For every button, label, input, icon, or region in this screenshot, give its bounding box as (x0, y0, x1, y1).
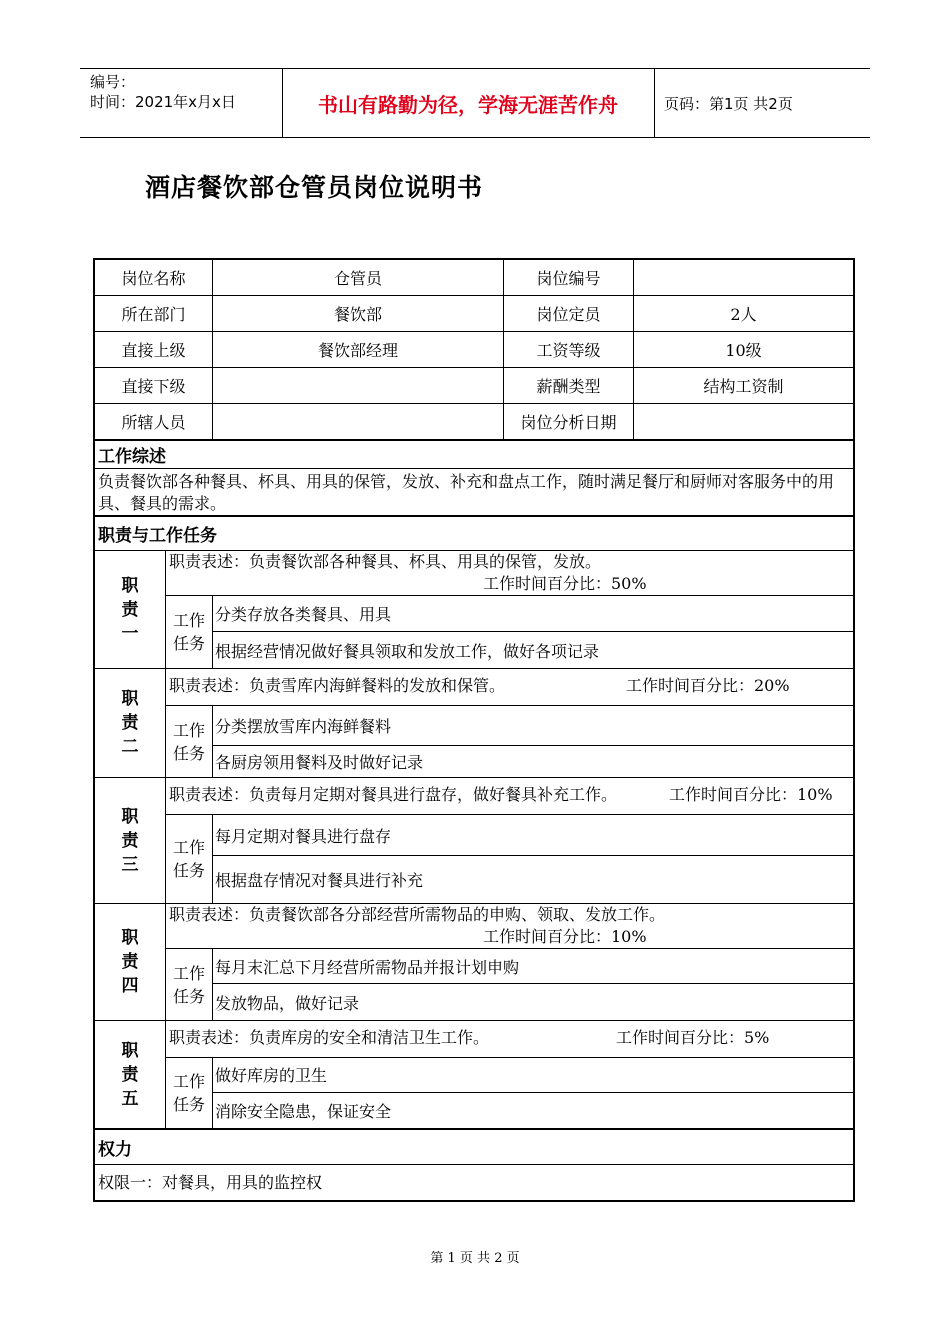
info-key: 薪酬类型 (503, 368, 633, 403)
task-label: 工作任务 (172, 963, 205, 1006)
duty-percentage: 工作时间百分比：50% (483, 574, 647, 593)
duty-description: 职责表述：负责餐饮部各分部经营所需物品的申购、领取、发放工作。 (169, 905, 666, 924)
summary-text: 负责餐饮部各种餐具、杯具、用具的保管，发放、补充和盘点工作，随时满足餐厅和厨师对客服务中的用具、餐具的需求。 (95, 469, 853, 517)
task-label: 工作任务 (172, 611, 205, 653)
info-key: 所辖人员 (121, 413, 186, 432)
info-key: 岗位名称 (121, 269, 186, 288)
header-meta (80, 69, 283, 137)
info-value: 2人 (633, 296, 853, 331)
info-row (95, 332, 853, 368)
duty-block (95, 778, 853, 904)
info-value: 结构工资制 (633, 368, 853, 403)
duty-label: 职责二 (121, 689, 139, 757)
number-label: 编号： (90, 73, 136, 91)
power-item: 权限一：对餐具，用具的监控权 (98, 1172, 323, 1192)
task-item: 每月定期对餐具进行盘存 (213, 815, 853, 856)
motto: 书山有路勤为径，学海无涯苦作舟 (282, 69, 655, 137)
info-value (212, 404, 503, 439)
task-item: 每月末汇总下月经营所需物品并报计划申购 (213, 949, 853, 984)
info-key: 岗位定员 (503, 296, 633, 331)
duty-percentage: 工作时间百分比：5% (616, 1028, 770, 1047)
task-item: 消除安全隐患，保证安全 (215, 1102, 392, 1121)
duty-description: 职责表述：负责每月定期对餐具进行盘存，做好餐具补充工作。 (169, 785, 618, 804)
duty-label: 职责三 (121, 806, 139, 875)
info-key: 直接上级 (121, 341, 186, 360)
info-row (95, 368, 853, 404)
page-label: 页码：第1页 共2页 (664, 94, 793, 113)
task-item: 发放物品，做好记录 (215, 993, 360, 1013)
task-item: 根据经营情况做好餐具领取和发放工作，做好各项记录 (215, 641, 600, 661)
task-label: 工作任务 (172, 1071, 205, 1114)
summary-heading: 工作综述 (95, 441, 853, 469)
info-row (95, 404, 853, 441)
duty-block (95, 669, 853, 778)
task-label: 工作任务 (172, 838, 205, 880)
info-value: 10级 (633, 332, 853, 367)
info-key: 岗位分析日期 (503, 404, 633, 439)
info-key: 直接下级 (121, 377, 186, 396)
info-row (95, 296, 853, 332)
page-footer: 第 1 页 共 2 页 (430, 1251, 520, 1266)
task-item: 做好库房的卫生 (213, 1057, 853, 1093)
task-label: 工作任务 (172, 720, 205, 763)
info-value (633, 404, 853, 439)
duty-percentage: 工作时间百分比：10% (483, 927, 647, 946)
duty-percentage: 工作时间百分比：10% (669, 785, 833, 804)
task-item: 分类摆放雪库内海鲜餐料 (213, 706, 853, 746)
time-label: 时间：2021年x月x日 (90, 93, 236, 111)
info-key: 工资等级 (503, 332, 633, 367)
info-row (95, 260, 853, 296)
info-key: 岗位编号 (503, 260, 633, 295)
info-value: 餐饮部经理 (212, 332, 503, 367)
info-key: 所在部门 (121, 305, 186, 324)
duty-block (95, 1021, 853, 1130)
info-value (633, 260, 853, 295)
duty-label: 职责一 (121, 575, 139, 644)
duty-description: 职责表述：负责餐饮部各种餐具、杯具、用具的保管，发放。 (169, 552, 602, 571)
duty-description: 职责表述：负责库房的安全和清洁卫生工作。 (169, 1028, 490, 1047)
duties-heading: 职责与工作任务 (95, 517, 853, 551)
power-heading: 权力 (95, 1130, 853, 1165)
document-title: 酒店餐饮部仓管员岗位说明书 (145, 173, 484, 202)
task-item: 各厨房领用餐料及时做好记录 (215, 753, 424, 772)
info-value: 餐饮部 (212, 296, 503, 331)
info-value: 仓管员 (212, 260, 503, 295)
duty-block (95, 551, 853, 669)
job-description-table (93, 258, 855, 1202)
page-header (80, 68, 870, 138)
task-item: 根据盘存情况对餐具进行补充 (215, 871, 424, 890)
duty-description: 职责表述：负责雪库内海鲜餐料的发放和保管。 (169, 676, 506, 695)
duty-block (95, 904, 853, 1021)
duty-label: 职责四 (121, 928, 139, 996)
duty-label: 职责五 (121, 1040, 139, 1109)
task-item: 分类存放各类餐具、用具 (213, 596, 853, 632)
info-value (212, 368, 503, 403)
duty-percentage: 工作时间百分比：20% (626, 676, 790, 695)
